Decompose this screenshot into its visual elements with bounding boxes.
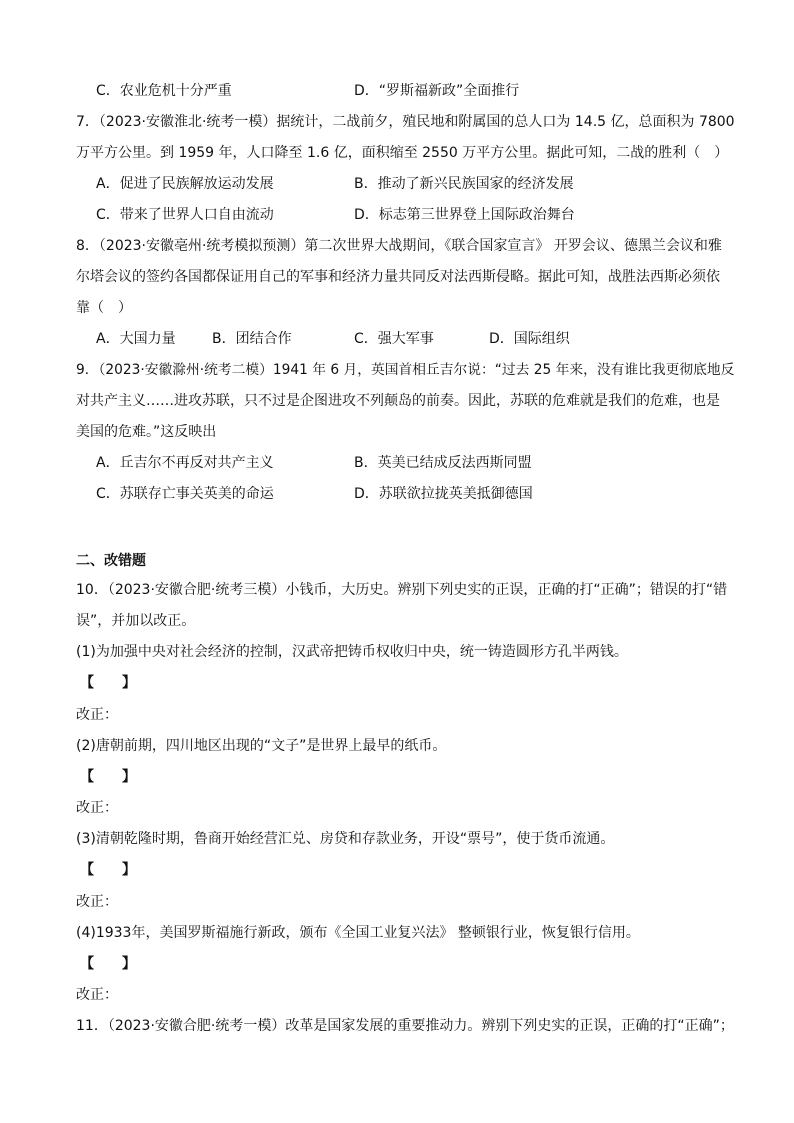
answer-bracket-2: 【 】 bbox=[80, 769, 136, 785]
correction-label-1: 改正： bbox=[76, 707, 118, 723]
question-11-line-1: 11．（2023·安徽合肥·统考一模）改革是国家发展的重要推动力。辨别下列史实的正误，正确的打“正确”； bbox=[76, 1018, 734, 1034]
q8-option-a: A．大国力量 bbox=[96, 331, 176, 347]
q10-item-3: (3)清朝乾隆时期，鲁商开始经营汇兑、房贷和存款业务，开设“票号”，使于货币流通。 bbox=[76, 831, 615, 847]
question-9-line-1: 9．（2023·安徽滁州·统考二模）1941 年 6 月，英国首相丘吉尔说：“过去 25 年来，没有谁比我更彻底地反 bbox=[76, 362, 735, 378]
question-7-line-1: 7．（2023·安徽淮北·统考一模）据统计，二战前夕，殖民地和附属国的总人口为 14.5 亿，总面积为 7800 bbox=[76, 114, 735, 130]
q9-option-a: A．丘吉尔不再反对共产主义 bbox=[96, 455, 274, 471]
question-10-line-2: 误”，并加以改正。 bbox=[76, 613, 196, 629]
q8-option-c: C．强大军事 bbox=[354, 331, 434, 347]
q7-option-d: D．标志第三世界登上国际政治舞台 bbox=[354, 207, 575, 223]
question-8-line-2: 尔塔会议的签约各国都保证用自己的军事和经济力量共同反对法西斯侵略。据此可知，战胜法西斯必须依 bbox=[76, 269, 720, 285]
question-10-line-1: 10．（2023·安徽合肥·统考三模）小钱币，大历史。辨别下列史实的正误，正确的打“正确”；错误的打“错 bbox=[76, 582, 728, 598]
q7-option-c: C．带来了世界人口自由流动 bbox=[96, 207, 274, 223]
q8-option-b: B．团结合作 bbox=[212, 331, 292, 347]
question-9-line-2: 对共产主义……进攻苏联，只不过是企图进攻不列颠岛的前奏。因此，苏联的危难就是我们的危难，也是 bbox=[76, 393, 720, 409]
correction-label-2: 改正： bbox=[76, 800, 118, 816]
answer-bracket-1: 【 】 bbox=[80, 675, 136, 691]
q7-option-b: B．推动了新兴民族国家的经济发展 bbox=[354, 176, 574, 192]
question-8-line-3: 靠（ ） bbox=[76, 300, 132, 316]
question-9-line-3: 美国的危难。”这反映出 bbox=[76, 424, 217, 440]
option-d: D．“罗斯福新政”全面推行 bbox=[354, 83, 520, 99]
q8-option-d: D．国际组织 bbox=[489, 331, 570, 347]
q10-item-4: (4)1933年，美国罗斯福施行新政，颁布《全国工业复兴法》 整顿银行业，恢复银行信用。 bbox=[76, 925, 640, 941]
q9-option-d: D．苏联欲拉拢英美抵御德国 bbox=[354, 486, 533, 502]
correction-label-4: 改正： bbox=[76, 987, 118, 1003]
correction-label-3: 改正： bbox=[76, 894, 118, 910]
question-8-line-1: 8．（2023·安徽亳州·统考模拟预测）第二次世界大战期间，《联合国家宣言》 开罗会议、德黑兰会议和雅 bbox=[76, 238, 722, 254]
q9-option-b: B．英美已结成反法西斯同盟 bbox=[354, 455, 532, 471]
answer-bracket-4: 【 】 bbox=[80, 956, 136, 972]
answer-bracket-3: 【 】 bbox=[80, 862, 136, 878]
q10-item-1: (1)为加强中央对社会经济的控制，汉武帝把铸币权收归中央，统一铸造圆形方孔半两钱。 bbox=[76, 644, 628, 660]
q10-item-2: (2)唐朝前期，四川地区出现的“文子”是世界上最早的纸币。 bbox=[76, 738, 447, 754]
q7-option-a: A．促进了民族解放运动发展 bbox=[96, 176, 274, 192]
option-c: C．农业危机十分严重 bbox=[96, 83, 232, 99]
section-heading: 二、改错题 bbox=[76, 553, 146, 569]
q9-option-c: C．苏联存亡事关英美的命运 bbox=[96, 486, 274, 502]
question-7-line-2: 万平方公里。到 1959 年，人口降至 1.6 亿，面积缩至 2550 万平方公里。据此可知，二战的胜利（ ） bbox=[76, 145, 729, 161]
